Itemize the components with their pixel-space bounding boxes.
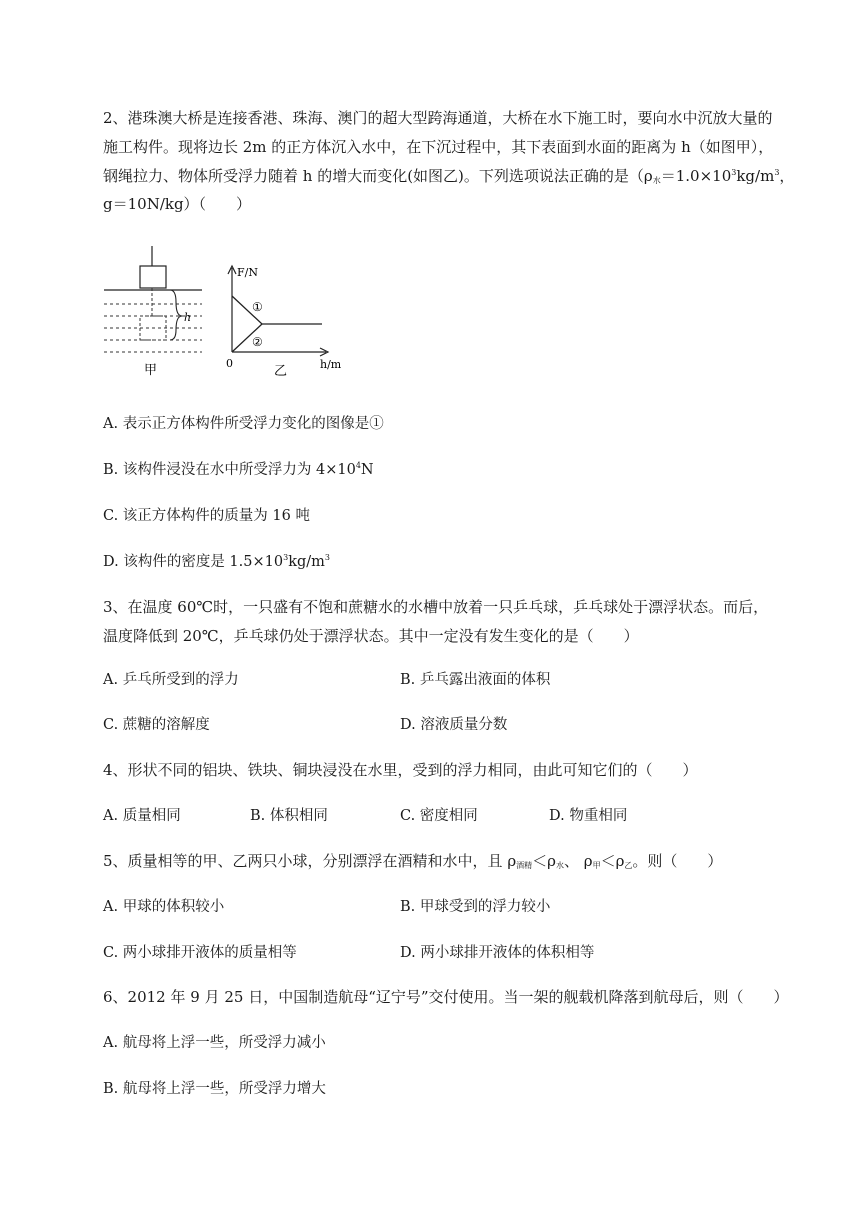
q4-option-d: D. 物重相同: [549, 808, 628, 824]
q6-option-a: A. 航母将上浮一些，所受浮力减小: [103, 1035, 326, 1051]
q4-stem-line-1: 4、形状不同的铝块、铁块、铜块浸没在水里，受到的浮力相同，由此可知它们的（ ）: [103, 761, 698, 779]
q5-option-c: C. 两小球排开液体的质量相等: [103, 945, 297, 961]
figure-b-curve-1: [232, 296, 322, 324]
q2-option-a: A. 表示正方体构件所受浮力变化的图像是①: [103, 416, 384, 432]
q3-option-b: B. 乒乓露出液面的体积: [400, 672, 551, 688]
q3-option-c: C. 蔗糖的溶解度: [103, 717, 210, 733]
q6-option-b: B. 航母将上浮一些，所受浮力增大: [103, 1081, 326, 1097]
q3-option-a: A. 乒乓所受到的浮力: [103, 672, 239, 688]
q2-stem-line-3: 钢绳拉力、物体所受浮力随着 h 的增大而变化(如图乙)。下列选项说法正确的是（$\rho_水=1.0\times 10^3kg/m^3$，: [103, 167, 795, 185]
q2-option-b: B. 该构件浸没在水中所受浮力为 $4\times 10^4N$: [103, 461, 374, 478]
figure-b-graph: [226, 266, 342, 379]
figure-a-caption: 甲: [144, 363, 158, 378]
q3-stem-line-2: 温度降低到 20℃，乒乓球仍处于漂浮状态。其中一定没有发生变化的是（ ）: [103, 627, 639, 645]
q2-stem-line-1: 2、港珠澳大桥是连接香港、珠海、澳门的超大型跨海通道，大桥在水下施工时，要向水中沉放大量的: [103, 109, 773, 127]
q5-option-d: D. 两小球排开液体的体积相等: [400, 945, 595, 961]
q4-option-a: A. 质量相同: [103, 808, 181, 824]
q2-stem-line-4: g＝10N/kg）（ ）: [103, 195, 252, 213]
q5-option-b: B. 甲球受到的浮力较小: [400, 899, 551, 915]
figure-a-diagram: [104, 246, 202, 378]
figure-b-caption: 乙: [274, 364, 288, 379]
figure-a-h-label: h: [184, 311, 192, 324]
q4-option-b: B. 体积相同: [250, 808, 328, 824]
q4-option-c: C. 密度相同: [400, 808, 478, 824]
figure-b-origin-label: 0: [226, 357, 233, 370]
q5-option-a: A. 甲球的体积较小: [103, 899, 225, 915]
figure-b-curve-1-label: ①: [252, 300, 263, 314]
q2-figure: [98, 240, 358, 380]
q3-option-d: D. 溶液质量分数: [400, 717, 508, 733]
q6-stem-line-1: 6、2012 年 9 月 25 日，中国制造航母“辽宁号”交付使用。当一架的舰载机降落到航母后，则（ ）: [103, 988, 789, 1006]
figure-b-x-axis-label: h/m: [320, 358, 342, 371]
q2-stem-line-2: 施工构件。现将边长 2m 的正方体沉入水中，在下沉过程中，其下表面到水面的距离为 h（如图甲），: [103, 138, 774, 156]
q2-option-d: D. 该构件的密度是 $1.5\times 10^3kg/m^3$: [103, 553, 330, 570]
figure-b-curve-2-label: ②: [252, 335, 263, 349]
q2-option-c: C. 该正方体构件的质量为 16 吨: [103, 508, 310, 524]
q3-stem-line-1: 3、在温度 60℃时，一只盛有不饱和蔗糖水的水槽中放着一只乒乓球，乒乓球处于漂浮状态。而后，: [103, 598, 769, 616]
figure-b-y-axis-label: F/N: [237, 266, 258, 279]
q5-stem-line-1: 5、质量相等的甲、乙两只小球，分别漂浮在酒精和水中，且 $\rho_{酒精}<\rho_水$、 $\rho_甲<\rho_乙$。则（ ）: [103, 852, 723, 870]
